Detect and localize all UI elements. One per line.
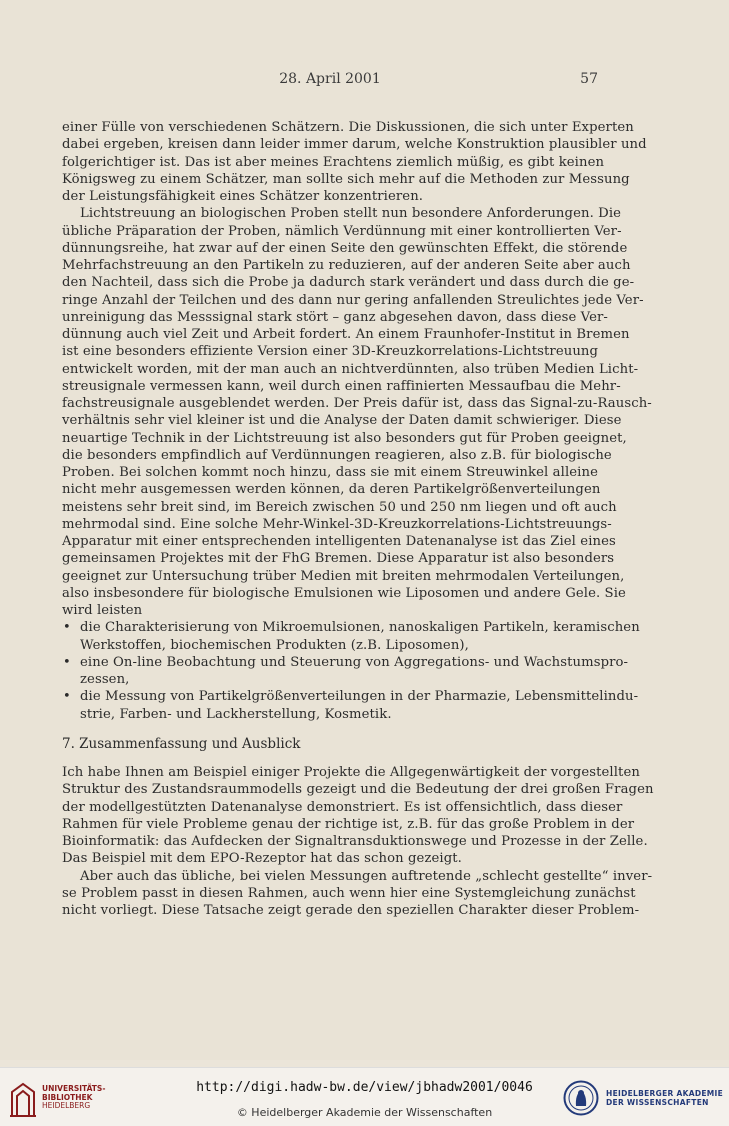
paragraph-2-line: wird leisten: [62, 603, 143, 618]
paragraph-3-line: Ich habe Ihnen am Beispiel einiger Projekte die Allgegenwärtigkeit der vorgestellten: [62, 765, 640, 780]
paragraph-2-line: fachstreusignale ausgeblendet werden. Der Preis dafür ist, dass das Signal-zu-Rausch-: [62, 396, 652, 411]
ub-line-1: UNIVERSITÄTS-: [42, 1084, 106, 1093]
source-url-link[interactable]: http://digi.hadw-bw.de/view/jbhadw2001/0046: [196, 1080, 533, 1095]
paragraph-2-line: entwickelt worden, mit der man auch an nichtverdünnten, also trüben Medien Licht-: [62, 361, 639, 377]
paragraph-3-line: Das Beispiel mit dem EPO-Rezeptor hat das schon gezeigt.: [62, 851, 462, 867]
footer-bar: [0, 1067, 729, 1126]
paragraph-1-line: Königsweg zu einem Schätzer, man sollte sich mehr auf die Methoden zur Messung: [62, 171, 630, 187]
paragraph-2-line: Mehrfachstreuung an den Partikeln zu reduzieren, auf der anderen Seite aber auch: [62, 258, 631, 273]
paragraph-2-line: die besonders empfindlich auf Verdünnungen reagieren, also z.B. für biologische: [62, 447, 612, 463]
bullet-item-line: die Charakterisierung von Mikroemulsionen, nanoskaligen Partikeln, keramischen: [80, 620, 640, 636]
paragraph-2-line: Proben. Bei solchen kommt noch hinzu, dass sie mit einem Streuwinkel alleine: [62, 465, 598, 480]
bullet-item-line: die Messung von Partikelgrößenverteilungen in der Pharmazie, Lebensmittelindu-: [80, 689, 639, 705]
paragraph-3-line: Rahmen für viele Probleme genau der richtige ist, z.B. für das große Problem in der: [62, 816, 635, 832]
paragraph-2-line: mehrmodal sind. Eine solche Mehr-Winkel-3D-Kreuzkorrelations-Lichtstreuungs-: [62, 516, 612, 532]
paragraph-2-line: meistens sehr breit sind, im Bereich zwischen 50 und 250 nm liegen und oft auch: [62, 499, 617, 515]
ub-line-2: BIBLIOTHEK: [42, 1092, 93, 1102]
paragraph-1-line: der Leistungsfähigkeit eines Schätzer konzentrieren.: [62, 189, 424, 204]
paragraph-3-line: Struktur des Zustandsraummodells gezeigt und die Bedeutung der drei großen Fragen: [62, 782, 654, 798]
paragraph-2-line: übliche Präparation der Proben, nämlich Verdünnung mit einer kontrollierten Ver-: [62, 223, 622, 239]
paragraph-3-line: Bioinformatik: das Aufdecken der Signaltransduktionswege und Prozesse in der Zelle.: [62, 834, 648, 849]
paragraph-3-line: der modellgestützten Datenanalyse demonstriert. Es ist offensichtlich, dass dieser: [62, 799, 623, 815]
paragraph-2-line: den Nachteil, dass sich die Probe ja dadurch stark verändert und dass durch die ge-: [62, 275, 635, 291]
paragraph-2-line: streusignale vermessen kann, weil durch einen raffinierten Messaufbau die Mehr-: [62, 378, 621, 394]
bullet-item-line: Werkstoffen, biochemischen Produkten (z.B. Liposomen),: [80, 637, 469, 653]
page-header: [62, 71, 598, 91]
paragraph-2-line: unreinigung das Messsignal stark stört – ganz abgesehen davon, dass diese Ver-: [62, 309, 608, 325]
paragraph-2-line: gemeinsamen Projektes mit der FhG Bremen. Diese Apparatur ist also besonders: [62, 551, 615, 567]
section-heading: 7. Zusammenfassung und Ausblick: [62, 735, 301, 752]
copyright-notice: © Heidelberger Akademie der Wissenschaften: [236, 1106, 493, 1119]
page-number: 57: [580, 71, 598, 87]
paragraph-2-line: geeignet zur Untersuchung trüber Medien mit breiten mehrmodalen Verteilungen,: [62, 568, 625, 584]
paragraph-1-line: einer Fülle von verschiedenen Schätzern. Die Diskussionen, die sich unter Experten: [62, 120, 634, 135]
bullet-item-line: eine On-line Beobachtung und Steuerung von Aggregations- und Wachstumspro-: [80, 654, 629, 670]
paragraph-2-line: ringe Anzahl der Teilchen und des dann nur gering anfallenden Streulichtes jede Ver-: [62, 292, 644, 308]
academy-seal-icon: [563, 1080, 599, 1116]
academy-name: [606, 1089, 723, 1107]
paragraph-1-line: folgerichtiger ist. Das ist aber meines Erachtens ziemlich müßig, es gibt keinen: [62, 154, 605, 170]
paragraph-2-line: verhältnis sehr viel kleiner ist und die Analyse der Daten damit schwieriger. Diese: [62, 413, 622, 429]
paragraph-2-line: dünnung auch viel Zeit und Arbeit fordert. An einem Fraunhofer-Institut in Bremen: [62, 327, 630, 342]
paragraph-4-line: nicht vorliegt. Diese Tatsache zeigt gerade den speziellen Charakter dieser Problem-: [62, 903, 640, 918]
bullet-item-line: zessen,: [80, 672, 130, 687]
paragraph-4-line: Aber auch das übliche, bei vielen Messungen auftretende „schlecht gestellte“ inver-: [80, 868, 653, 884]
paragraph-2-line: neuartige Technik in der Lichtstreuung ist also besonders gut für Proben geeignet,: [62, 430, 627, 446]
academy-line-2: DER WISSENSCHAFTEN: [606, 1098, 709, 1107]
paragraph-4-line: se Problem passt in diesen Rahmen, auch wenn hier eine Systemgleichung zunächst: [62, 885, 636, 901]
paragraph-2-line: Apparatur mit einer entsprechenden intelligenten Datenanalyse ist das Ziel eines: [62, 534, 616, 549]
paragraph-2-line: Lichtstreuung an biologischen Proben stellt nun besondere Anforderungen. Die: [80, 206, 622, 222]
paragraph-2-line: dünnungsreihe, hat zwar auf der einen Seite den gewünschten Effekt, die störende: [62, 240, 628, 256]
bullet-dot-icon: •: [63, 689, 71, 705]
bullet-dot-icon: •: [63, 654, 71, 670]
ub-line-3: HEIDELBERG: [42, 1101, 91, 1110]
bullet-dot-icon: •: [63, 620, 71, 636]
paragraph-2-line: nicht mehr ausgemessen werden können, da deren Partikelgrößenverteilungen: [62, 482, 601, 498]
paragraph-1-line: dabei ergeben, kreisen dann leider immer darum, welche Konstruktion plausibler und: [62, 137, 647, 153]
header-date: 28. April 2001: [279, 71, 381, 87]
paragraph-2-line: also insbesondere für biologische Emulsionen wie Liposomen und andere Gele. Sie: [62, 585, 626, 601]
academy-line-1: HEIDELBERGER AKADEMIE: [606, 1089, 724, 1098]
bullet-item-line: strie, Farben- und Lackherstellung, Kosmetik.: [80, 706, 392, 722]
paragraph-2-line: ist eine besonders effiziente Version einer 3D-Kreuzkorrelations-Lichtstreuung: [62, 344, 599, 360]
